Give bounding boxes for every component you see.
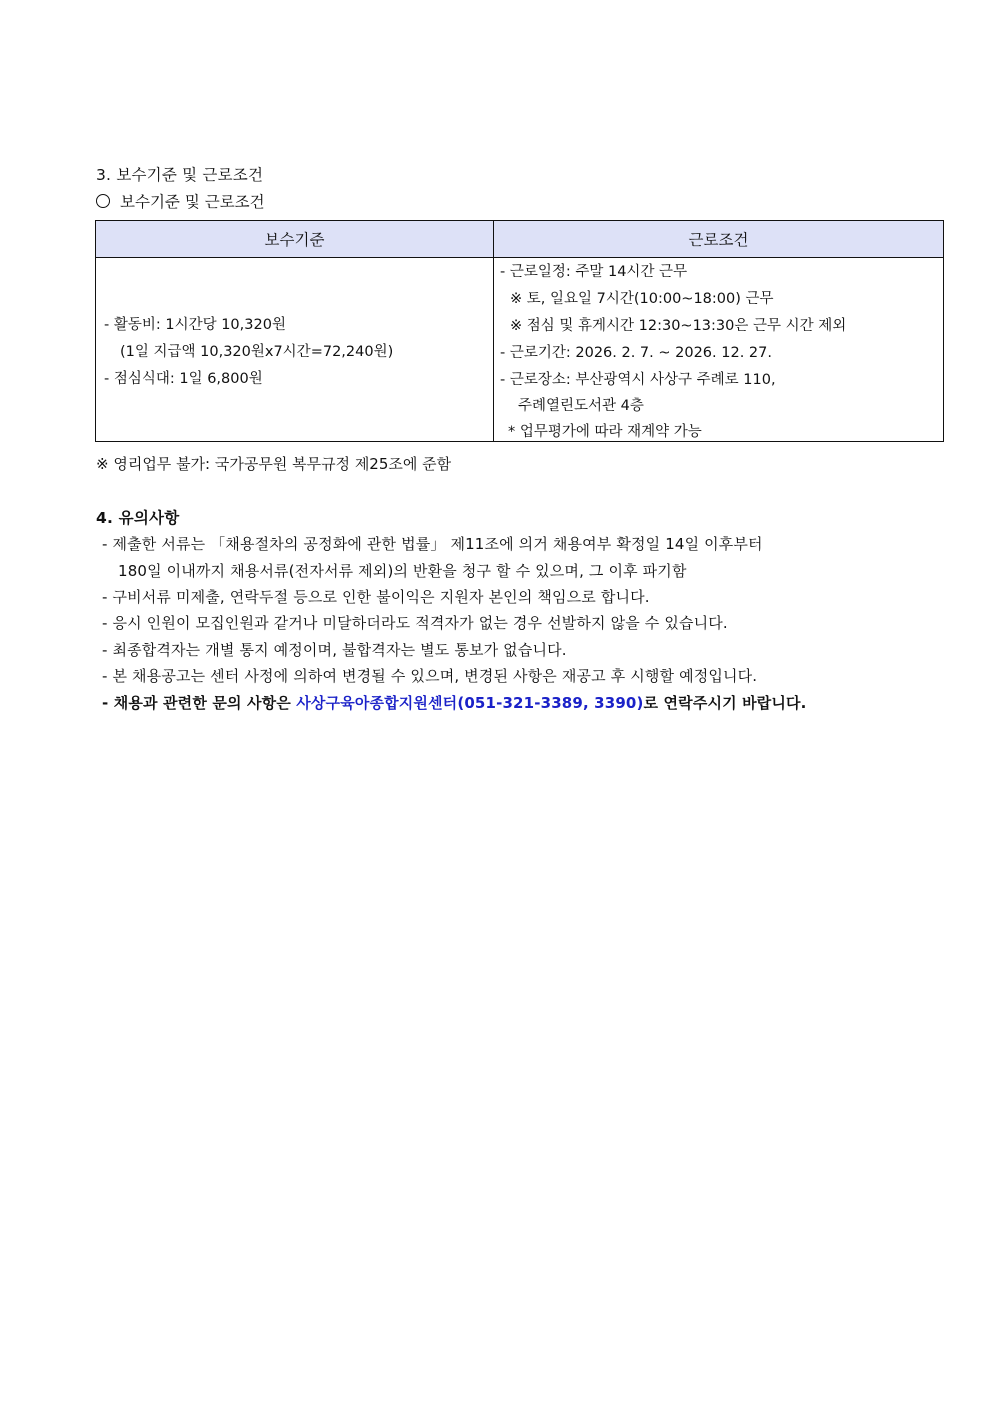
condition-line: ※ 점심 및 휴게시간 12:30~13:30은 근무 시간 제외 — [510, 318, 847, 334]
contact-prefix: - 채용과 관련한 문의 사항은 — [102, 694, 297, 712]
pay-conditions-table — [95, 220, 944, 442]
condition-line: - 근로일정: 주말 14시간 근무 — [500, 264, 688, 280]
section-4-heading: 4. 유의사항 — [96, 509, 180, 527]
contact-suffix: 로 연락주시기 바랍니다. — [643, 694, 807, 712]
pay-line: - 점심식대: 1일 6,800원 — [104, 371, 263, 387]
section-3-subheading — [96, 190, 265, 212]
contact-center: 사상구육아종합지원센터(051-321-3389, 3390) — [296, 694, 644, 712]
table-header-pay: 보수기준 — [96, 221, 494, 258]
condition-line: - 근로장소: 부산광역시 사상구 주례로 110, — [500, 372, 776, 388]
side-business-note: ※ 영리업무 불가: 국가공무원 복무규정 제25조에 준함 — [96, 455, 452, 473]
notice-item: - 구비서류 미제출, 연락두절 등으로 인한 불이익은 지원자 본인의 책임으로 합니다. — [102, 588, 650, 606]
notice-item: - 응시 인원이 모집인원과 같거나 미달하더라도 적격자가 없는 경우 선발하지 않을 수 있습니다. — [102, 614, 728, 632]
notice-item: - 제출한 서류는 「채용절차의 공정화에 관한 법률」 제11조에 의거 채용여부 확정일 14일 이후부터 — [102, 535, 763, 553]
condition-line: 주례열린도서관 4층 — [518, 398, 644, 414]
notice-item-continued: 180일 이내까지 채용서류(전자서류 제외)의 반환을 청구 할 수 있으며, 그 이후 파기함 — [118, 562, 687, 580]
condition-line: ※ 토, 일요일 7시간(10:00~18:00) 근무 — [510, 291, 774, 307]
subheading-text: 보수기준 및 근로조건 — [120, 193, 265, 211]
notice-item: - 최종합격자는 개별 통지 예정이며, 불합격자는 별도 통보가 없습니다. — [102, 641, 567, 659]
conditions-cell — [494, 258, 944, 442]
table-header-conditions: 근로조건 — [494, 221, 944, 258]
pay-line: (1일 지급액 10,320원x7시간=72,240원) — [120, 344, 394, 360]
pay-cell — [96, 258, 494, 442]
contact-notice — [102, 692, 807, 713]
condition-line: * 업무평가에 따라 재계약 가능 — [508, 424, 702, 440]
notice-item: - 본 채용공고는 센터 사정에 의하여 변경될 수 있으며, 변경된 사항은 재공고 후 시행할 예정입니다. — [102, 667, 758, 685]
circle-bullet-icon — [96, 194, 110, 208]
condition-line: - 근로기간: 2026. 2. 7. ~ 2026. 12. 27. — [500, 345, 772, 361]
pay-line: - 활동비: 1시간당 10,320원 — [104, 317, 286, 333]
section-3-heading: 3. 보수기준 및 근로조건 — [96, 166, 264, 184]
